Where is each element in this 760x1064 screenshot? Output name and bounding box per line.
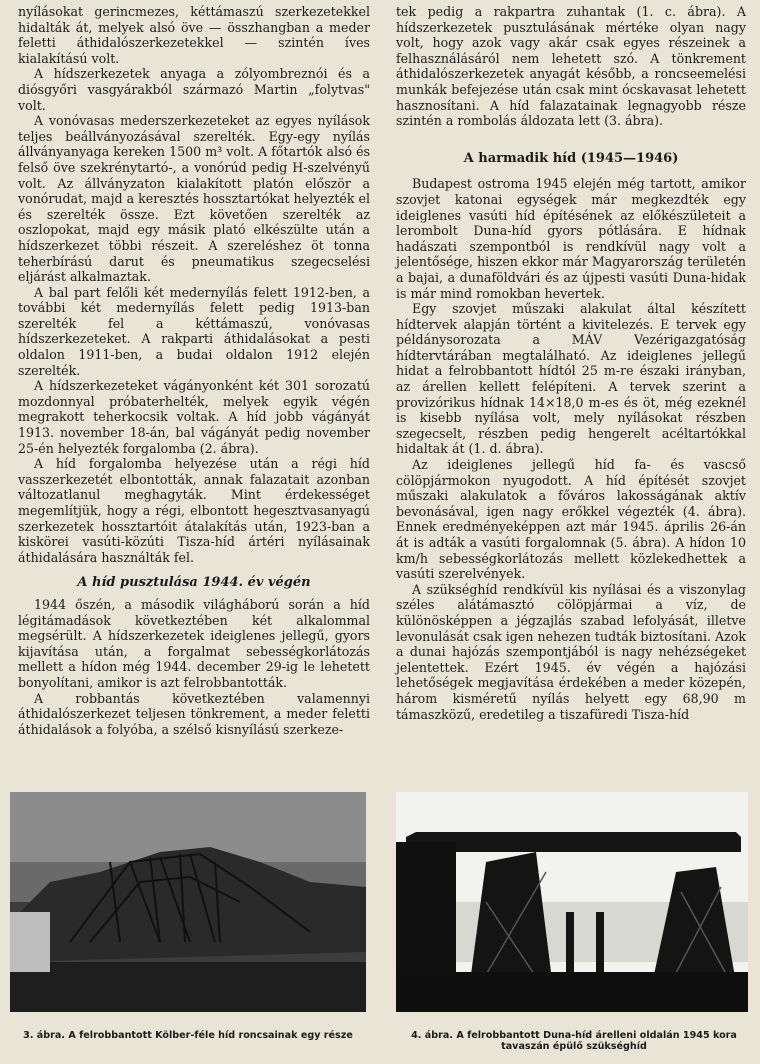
- left-column: [18, 4, 370, 737]
- paragraph: A robbantás következtében valamennyi áthidalószerkezet teljesen tönkrement, a meder feletti áthidalások a folyóba, a szélső kisnyílású szerkeze-: [18, 690, 370, 737]
- paragraph: Egy szovjet műszaki alakulat által készített hídtervek alapján történt a kivitelezés. E tervek egy példánysorozata a MÁV Vezérigazgatóság hídtervtárában megtalálható. Az ideiglenes jellegű hidat a felrobbantott hídtól 25 m-re északi irányban, az árellen kellett felépíteni. A tervek szerint a provizórikus hídnak 14×18,0 m-es és öt, még ezeknél is kisebb nyílása volt, mely nyílásokat részben szegecselt, részben pedig hengerelt acéltartókkal hidaltak át (1. d. ábra).: [396, 301, 746, 457]
- paragraph: nyílásokat gerincmezes, kéttámaszú szerkezetekkel hidalták át, melyek alsó öve — összhangban a meder feletti áthidalószerkezetekkel — szintén íves kialakítású volt.: [18, 4, 370, 66]
- paragraph: 1944 őszén, a második világháború során a híd légitámadások következtében két alkalommal megsérült. A hídszerkezetek ideiglenes jellegű, gyors kijavítása után, a forgalmat sebességkorlátozás mellett a hídon még 1944. december 29-ig le lehetett bonyolítani, amikor is azt felrobbantották.: [18, 596, 370, 690]
- right-column: [396, 4, 746, 722]
- paragraph: A hídszerkezeteket vágányonként két 301 sorozatú mozdonnyal próbaterhelték, melyek egyik végén megrakott teherkocsik voltak. A híd jobb vágányát 1913. november 18-án, bal vágányát pedig november 25-én helyezték forgalomba (2. ábra).: [18, 378, 370, 456]
- paragraph: Az ideiglenes jellegű híd fa- és vascső cölöpjármokon nyugodott. A híd építését szovjet műszaki alakulatok a főváros lakosságának aktív bevonásával, igen nagy erőkkel végezték (4. ábra). Ennek eredményeképpen azt már 1945. április 26-án át is adták a vasúti forgalomnak (5. ábra). A hídon 10 km/h sebességkorlátozás mellett közlekedhettek a vasúti szerelvények.: [396, 457, 746, 582]
- paragraph: Budapest ostroma 1945 elején még tartott, amikor szovjet katonai egységek már megkezdték egy ideiglenes vasúti híd építésének az előkészületeit a lerombolt Duna-híd gyors pótlására. E hídnak hadászati szempontból is rendkívül nagy volt a jelentősége, hiszen ekkor már Magyarország területén a bajai, a dunaföldvári és az újpesti vasúti Duna-hidak is már mind romokban hevertek.: [396, 176, 746, 301]
- paragraph: A szükséghíd rendkívül kis nyílásai és a viszonylag széles alátámasztó cölöpjármai a víz, de különösképpen a jégzajlás szabad lefolyását, illetve levonulását csak igen nehezen tudták biztosítani. Azok a dunai hajózás szempontjából is nagy nehézségeket jelentettek. Ezért 1945. év végén a hajózási lehetőségek megjavítása érdekében a meder közepén, három kisméretű nyílás helyett egy 68,90 m támaszközű, eredetileg a tiszafüredi Tisza-híd: [396, 581, 746, 722]
- figure-3-caption: 3. ábra. A felrobbantott Kölber-féle híd roncsainak egy része: [23, 1030, 353, 1041]
- paragraph: A hídszerkezetek anyaga a zólyombreznói és a diósgyőri vasgyárakból származó Martin „folytvas" volt.: [18, 66, 370, 113]
- figure-4-caption: 4. ábra. A felrobbantott Duna-híd árelleni oldalán 1945 kora tavaszán épülő szükséghíd: [411, 1030, 737, 1052]
- paragraph: A vonóvasas mederszerkezeteket az egyes nyílások teljes beállványozásával szerelték. Egy-egy nyílás állványanyaga kereken 1500 m³ volt. A főtartók alsó és felső öve szekrénytartó-, a vonórúd pedig H-szelvényű volt. Az állványzaton kialakított platón először a vonórudat, majd a keresztés hossztartókat helyezték el és szerelték össze. Ezt követően szerelték az oszlopokat, majd egy másik plató elkészülte után a hídszerkezet többi részeit. A szereléshez öt tonna teherbírású darut és pneumatikus szegecselési eljárást alkalmaztak.: [18, 113, 370, 285]
- section-heading: A híd pusztulása 1944. év végén: [77, 575, 311, 591]
- figure-3-photo: [10, 792, 366, 1012]
- paragraph: A bal part felőli két medernyílás felett 1912-ben, a további két medernyílás felett pedig 1913-ban szerelték fel a kéttámaszú, vonóvasas hídszerkezeteket. A rakparti áthidalásokat a pesti oldalon 1911-ben, a budai oldalon 1912 elején szerelték.: [18, 284, 370, 378]
- paragraph: tek pedig a rakpartra zuhantak (1. c. ábra). A hídszerkezetek pusztulásának mértéke olyan nagy volt, hogy azok vagy akár csak egyes részeinek a felhasználásáról nem lehetett szó. A tönkrement áthidalószerkezetek anyagát később, a roncseemelési munkák befejezése után csak mint ócskavasat lehetett hasznosítani. A híd falazatainak legnagyobb része szintén a rombolás áldozata lett (3. ábra).: [396, 4, 746, 129]
- section-heading: A harmadik híd (1945—1946): [463, 150, 679, 166]
- figure-4-photo: [396, 792, 748, 1012]
- paragraph: A híd forgalomba helyezése után a régi híd vasszerkezetét elbontották, annak falazatait azonban változatlanul meghagyták. Mint érdekességet megemlítjük, hogy a régi, elbontott hegesztvasanyagú szerkezetek hossztartóit átalakítás után, 1923-ban a kiskörei vasúti-közúti Tisza-híd ártéri nyílásainak áthidalására használták fel.: [18, 456, 370, 565]
